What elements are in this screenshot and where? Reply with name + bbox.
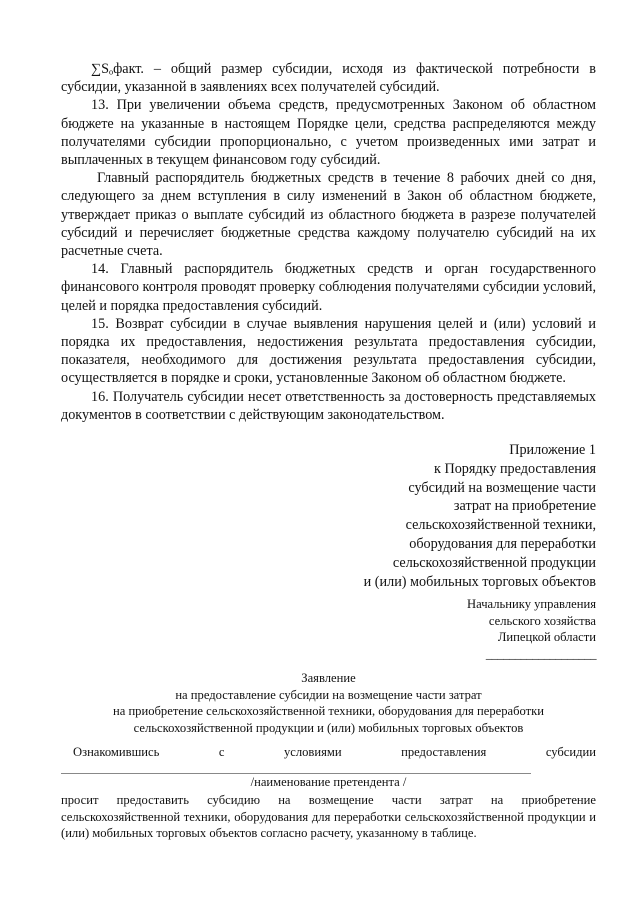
familiar-word: субсидии <box>545 745 596 759</box>
paragraph-chief-distributor: Главный распорядитель бюджетных средств в течение 8 рабочих дней со дня, следующего за днем вступления в силу изменений в Закон об областном бюджете, утверждает приказ о выплате субсидий из областного бюджета в разрезе получателей субсидий и перечисляет бюджетные средства каждому получателю субсидий на их расчетные счета. <box>61 170 596 260</box>
paragraph-15: 15. Возврат субсидии в случае выявления нарушения целей и (или) условий и порядка их предоставления, недостижения результата предоставления субсидии, показателя, необходимого для достижения результата предоставления субсидии, осуществляется в порядке и сроки, установленные Законом об областном бюджете. <box>61 315 596 387</box>
familiar-word: Ознакомившись <box>73 745 160 759</box>
familiar-word: условиями <box>283 745 342 759</box>
appendix-line: затрат на приобретение <box>453 498 596 515</box>
applicant-caption: /наименование претендента / <box>250 775 407 789</box>
appendix-line: субсидий на возмещение части <box>408 479 596 496</box>
paragraph-16: 16. Получатель субсидии несет ответственность за достоверность представляемых документов в соответствии с действующим законодательством. <box>61 388 596 423</box>
appendix-line: оборудования для переработки <box>409 535 596 552</box>
addressee-line: Начальнику управления <box>467 597 596 611</box>
applicant-name-field[interactable] <box>61 773 531 774</box>
appendix-line: к Порядку предоставления <box>434 460 596 477</box>
statement-title-line: сельскохозяйственной продукции и (или) мобильных торговых объектов <box>133 720 524 735</box>
addressee-line: Липецкой области <box>497 630 596 644</box>
statement-title-line: на приобретение сельскохозяйственной техники, оборудования для переработки <box>112 704 545 718</box>
addressee-underline: ___________________ <box>485 646 596 661</box>
statement-title-line: Заявление <box>301 671 356 685</box>
appendix-block <box>266 441 596 591</box>
addressee-block <box>296 596 596 662</box>
body-text <box>61 60 596 424</box>
appendix-line: и (или) мобильных торговых объектов <box>363 573 596 590</box>
statement-title-line: на предоставление субсидии на возмещение части затрат <box>175 687 482 702</box>
addressee-line: сельского хозяйства <box>488 613 596 628</box>
formula-paragraph: ∑Sₒфакт. – общий размер субсидии, исходя из фактической потребности в субсидии, указанной в заявлениях всех получателей субсидий. <box>61 61 596 96</box>
familiar-word: предоставления <box>401 745 487 759</box>
appendix-line: Приложение 1 <box>509 442 596 458</box>
appendix-line: сельскохозяйственной продукции <box>392 554 596 571</box>
familiar-word: с <box>218 745 225 759</box>
paragraph-13: 13. При увеличении объема средств, предусмотренных Законом об областном бюджете на указанные в настоящем Порядке цели, средства распределяются между получателями субсидии пропорционально, с учетом произведенных ими затрат и выплаченных в текущем финансовом году субсидий. <box>61 97 596 169</box>
appendix-line: сельскохозяйственной техники, <box>405 517 596 534</box>
statement-title <box>61 670 596 736</box>
familiar-line <box>61 745 596 760</box>
paragraph-14: 14. Главный распорядитель бюджетных средств и орган государственного финансового контроля проводят проверку соблюдения получателями субсидии условий, целей и порядка предоставления субсидий. <box>61 261 596 314</box>
request-paragraph: просит предоставить субсидию на возмещение части затрат на приобретение сельскохозяйственной техники, оборудования для переработки сельскохозяйственной продукции и (или) мобильных торговых объектов согласно расчету, указанному в таблице. <box>61 793 596 841</box>
